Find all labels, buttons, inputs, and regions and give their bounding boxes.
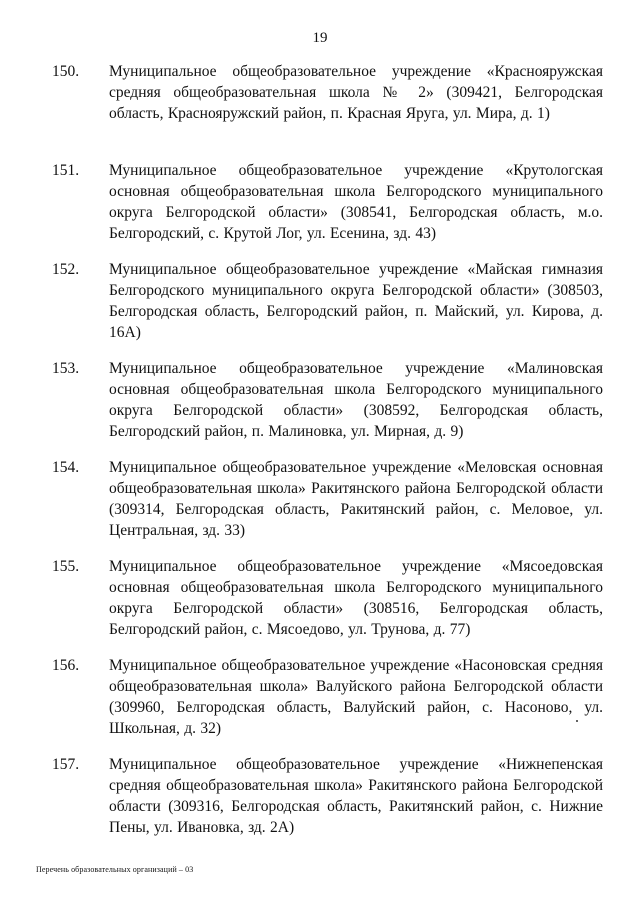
entry-number: 157. [52, 756, 80, 773]
footer-note: Перечень образовательных организаций – 03 [36, 865, 194, 874]
entry-text: Муниципальное общеобразовательное учреждение «Крутологская основная общеобразовательная школа Белгородского муниципального округа Белгородской области» (308541, Белгородская область, м.о. Белгородский, с. Крутой Лог, ул. Есенина, зд. 43) [109, 162, 603, 242]
entry-text: Муниципальное общеобразовательное учреждение «Мясоедовская основная общеобразовательная школа Белгородского муниципального округа Белгородской области» (308516, Белгородская область, Белгородский район, с. Мясоедово, ул. Трунова, д. 77) [109, 558, 603, 638]
list-item [0, 754, 640, 853]
list-item [0, 160, 640, 259]
entry-text: Муниципальное общеобразовательное учреждение «Майская гимназия Белгородского муниципального округа Белгородской области» (308503, Белгородская область, Белгородский район, п. Майский, ул. Кирова, д. 16А) [109, 261, 603, 341]
list-item [0, 556, 640, 655]
list-item [0, 655, 640, 754]
list-item [0, 61, 640, 160]
entry-number: 155. [52, 558, 80, 575]
entry-text: Муниципальное общеобразовательное учреждение «Нижнепенская средняя общеобразовательная школа» Ракитянского района Белгородской области (309316, Белгородская область, Ракитянский район, с. Нижние Пены, ул. Ивановка, зд. 2А) [109, 756, 603, 836]
list-item [0, 259, 640, 358]
entry-text: Муниципальное общеобразовательное учреждение «Насоновская средняя общеобразовательная школа» Валуйского района Белгородской области (309960, Белгородская область, Валуйский район, с. Насоново, ул. Школьная, д. 32) [109, 657, 603, 737]
entry-text: Муниципальное общеобразовательное учреждение «Меловская основная общеобразовательная школа» Ракитянского района Белгородской области (309314, Белгородская область, Ракитянский район, с. Меловое, ул. Центральная, зд. 33) [109, 459, 603, 539]
page-number: 19 [312, 30, 328, 46]
entry-number: 150. [52, 63, 80, 80]
entry-number: 151. [52, 162, 80, 179]
list-item [0, 358, 640, 457]
list-item [0, 457, 640, 556]
entry-number: 156. [52, 657, 80, 674]
entry-number: 152. [52, 261, 80, 278]
entry-number: 154. [52, 459, 80, 476]
entry-text: Муниципальное общеобразовательное учреждение «Краснояружская средняя общеобразовательная школа № 2» (309421, Белгородская область, Краснояружский район, п. Красная Яруга, ул. Мира, д. 1) [109, 63, 603, 122]
entry-list [0, 61, 640, 853]
entry-number: 153. [52, 360, 80, 377]
entry-text: Муниципальное общеобразовательное учреждение «Малиновская основная общеобразовательная школа Белгородского муниципального округа Белгородской области» (308592, Белгородская область, Белгородский район, п. Малиновка, ул. Мирная, д. 9) [109, 360, 603, 440]
scan-speck [576, 720, 578, 722]
